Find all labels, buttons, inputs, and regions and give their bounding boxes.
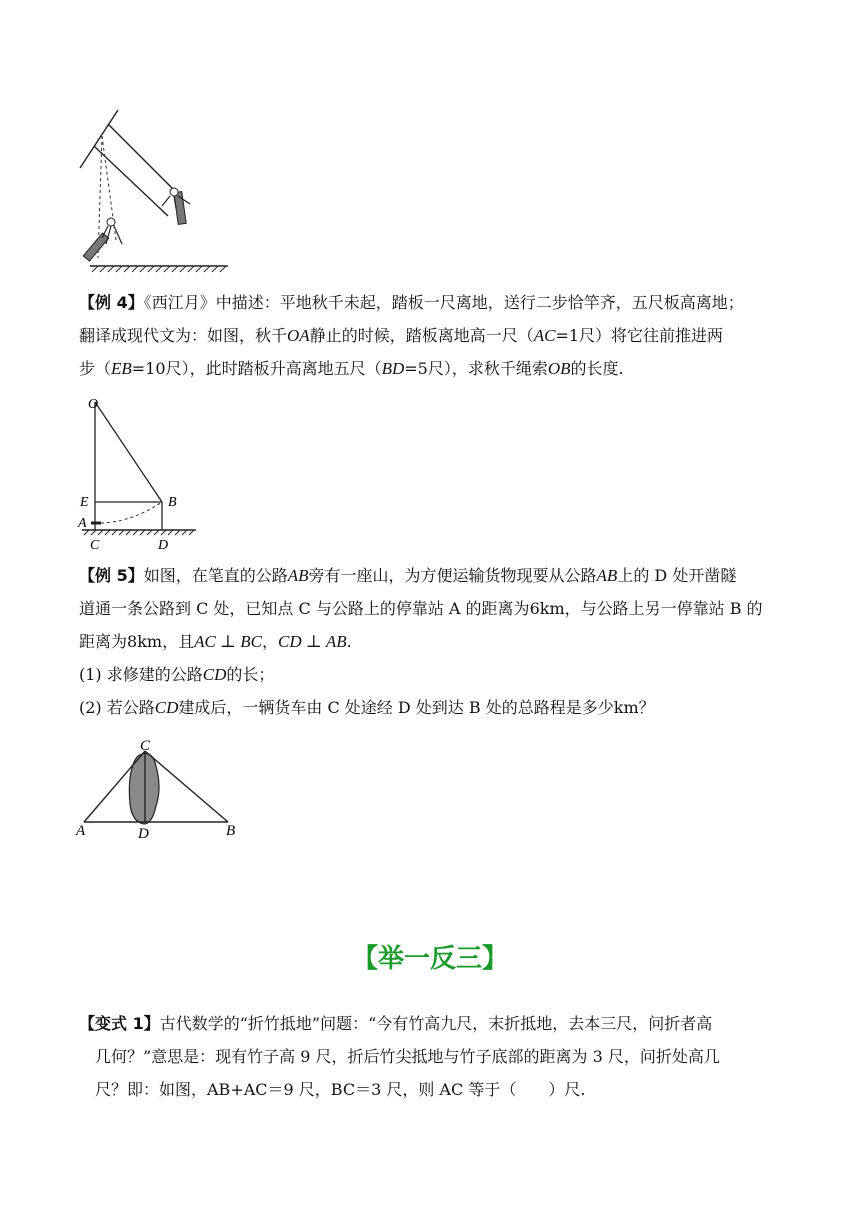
example-5-line-1: 【例 5】如图，在笔直的公路AB旁有一座山，为方便运输货物现要从公路AB上的 D 处开凿隧: [79, 566, 737, 585]
var-ac: AC: [533, 326, 556, 345]
distance-a: 6km: [529, 599, 565, 618]
label-c: C: [140, 738, 151, 754]
var-ob: OB: [547, 359, 571, 378]
example-4-line-1: 【例 4】《西江月》中描述：平地秋千未起，踏板一尺离地，送行二步恰竿齐，五尺板高离地；: [79, 293, 744, 312]
label-a: A: [76, 823, 86, 839]
example-4-line-3: 步（EB=10尺），此时踏板升高离地五尺（BD=5尺），求秋千绳索OB的长度.: [79, 359, 624, 378]
label-a: A: [78, 516, 87, 531]
perp-cd-ab: CD ⊥ AB: [278, 632, 347, 651]
var-oa: OA: [287, 326, 310, 345]
triangle-mountain-figure: [72, 736, 252, 844]
label-c: C: [90, 538, 100, 553]
example-5-text: [79, 559, 789, 724]
label-o: O: [88, 397, 99, 412]
variant-1-line-1: 【变式 1】古代数学的“折竹抵地”问题：“今有竹高九尺，末折抵地，去本三尺，问折者高: [79, 1014, 713, 1033]
example-5-line-2: 道通一条公路到 C 处，已知点 C 与公路上的停靠站 A 的距离为6km，与公路上另一停靠站 B 的: [79, 599, 763, 618]
question-1: (1) 求修建的公路CD的长；: [79, 665, 275, 684]
variant-1-label: 【变式 1】: [79, 1014, 160, 1033]
section-heading: 【举一反三】: [351, 944, 508, 974]
swing-geometry-figure: [74, 392, 204, 554]
label-b: B: [226, 823, 236, 839]
question-2: (2) 若公路CD建成后，一辆货车由 C 处途经 D 处到达 B 处的总路程是多少km？: [79, 698, 655, 717]
variant-1-line-3: 尺？即：如图，AB+AC＝9 尺，BC＝3 尺，则 AC 等于（ ）尺.: [95, 1080, 586, 1099]
example-5-line-3: 距离为8km，且AC ⊥ BC，CD ⊥ AB.: [79, 632, 352, 651]
label-d: D: [138, 826, 149, 842]
variant-1-text: [79, 1007, 789, 1106]
var-bd: BD: [381, 359, 405, 378]
example-4-line-2: 翻译成现代文为：如图，秋千OA静止的时候，踏板离地高一尺（AC=1尺）将它往前推进两: [79, 326, 724, 345]
label-b: B: [168, 495, 177, 510]
label-e: E: [80, 495, 89, 510]
distance-b: 8km: [127, 632, 163, 651]
variant-1-line-2: 几何？”意思是：现有竹子高 9 尺，折后竹尖抵地与竹子底部的距离为 3 尺，问折处高几: [95, 1047, 720, 1066]
swing-illustration: [78, 108, 238, 278]
var-eb: EB: [111, 359, 132, 378]
example-4-label: 【例 4】: [79, 293, 144, 312]
perp-ac-bc: AC ⊥ BC: [194, 632, 263, 651]
label-d: D: [158, 538, 169, 553]
example-5-label: 【例 5】: [79, 566, 144, 585]
example-4-text: [79, 286, 789, 385]
